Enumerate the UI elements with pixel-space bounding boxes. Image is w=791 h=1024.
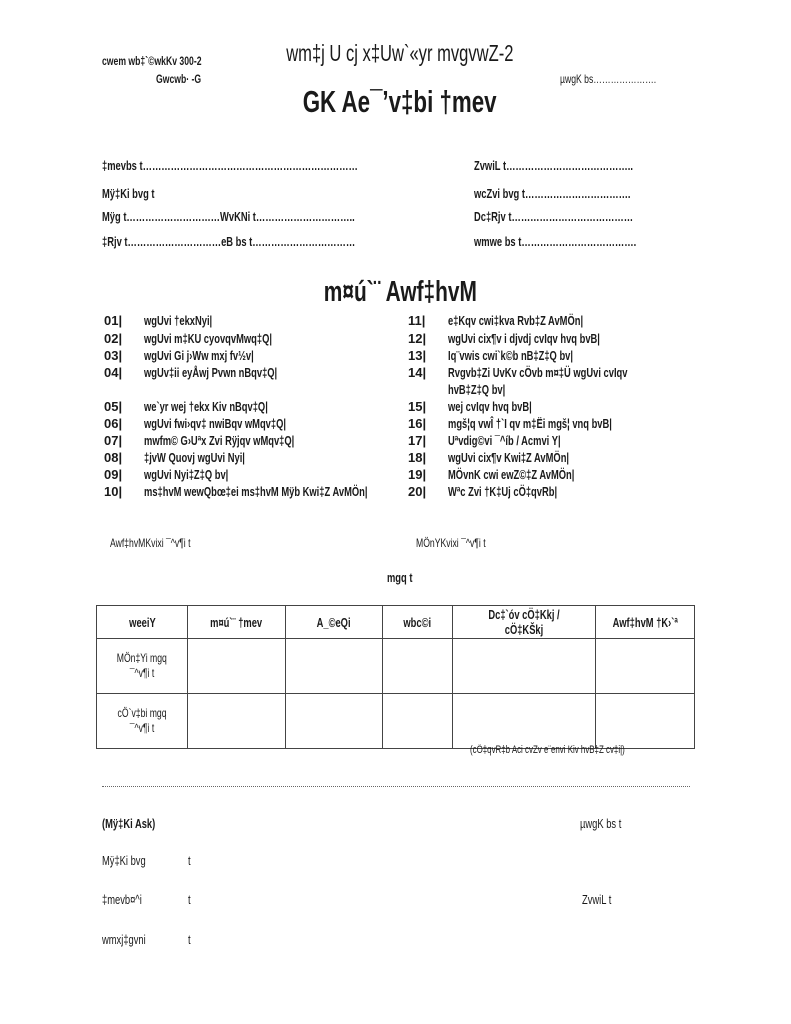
district-book-field: ‡Rjv t…………………………eB bs t……………………………	[102, 234, 356, 249]
table-header-cell: weeiY	[97, 606, 188, 639]
service-number-colon: t	[188, 892, 191, 907]
receiver-signature-line: MÖnYKvixi ¯^v¶i t	[416, 536, 486, 550]
receive-time-label: MÖn‡Yi mgq ¯^v¶i t	[97, 639, 188, 694]
village-postoffice-field: Mÿg t…………………………WvKNi t…………………………..	[102, 209, 355, 224]
table-note: (cÖ‡qvR‡b Aci cvZv e¨envi Kiv hvB‡Z cv‡i|)	[470, 744, 625, 756]
serial-number-line: µwgK bs………………….	[560, 72, 657, 86]
table-cell[interactable]	[596, 639, 695, 694]
tear-line	[102, 786, 690, 787]
delivery-time-label: cÖ`v‡bi mgq ¯^v¶i t	[97, 694, 188, 749]
table-header-cell: m¤ú`¨ †mev	[188, 606, 286, 639]
serial-number-label: µwgK bs t	[580, 816, 622, 831]
table-cell[interactable]	[383, 639, 453, 694]
table-cell[interactable]	[286, 639, 383, 694]
date-field: ZvwiL t…………………………………..	[474, 158, 633, 173]
form-sub-reference: Gwcwb· -G	[156, 72, 202, 86]
complainant-signature-line: Awf‡hvMKvixi ¯^v¶i t	[110, 536, 191, 550]
service-number-field: ‡mevbs t……………………………………………………………	[102, 158, 358, 173]
service-record-table	[96, 605, 695, 749]
service-number-label: ‡mevb¤^i	[102, 892, 142, 907]
table-cell[interactable]	[286, 694, 383, 749]
table-cell[interactable]	[383, 694, 453, 749]
lower-date-label: ZvwiL t	[582, 892, 612, 907]
table-cell[interactable]	[453, 639, 596, 694]
table-cell[interactable]	[596, 694, 695, 749]
table-row	[97, 694, 695, 749]
table-cell[interactable]	[453, 694, 596, 749]
office-name: wm‡j U cj x‡Uw`«yr mvgvwZ-2	[286, 40, 514, 66]
table-header-cell: A_©eQi	[286, 606, 383, 639]
table-cell[interactable]	[188, 639, 286, 694]
table-header-cell: Awf‡hvM †K›`ª	[596, 606, 695, 639]
father-name-field: wcZvi bvg t…………………………….	[474, 186, 631, 201]
customer-part-label: (Mÿ‡Ki Ask)	[102, 816, 156, 831]
customer-name-colon: t	[188, 853, 191, 868]
complaint-section-title: m¤ú`¨ Awf‡hvM	[323, 276, 477, 308]
table-header-cell: wbc©i	[383, 606, 453, 639]
table-row	[97, 639, 695, 694]
form-reference: cwem wb‡`©wkKv 300-2	[102, 54, 202, 68]
seal-signature-label: wmxj‡gvni	[102, 932, 146, 947]
table-header-row	[97, 606, 695, 639]
sim-number-field: wmwe bs t……………………………….	[474, 234, 637, 249]
upazila-field: Dc‡Rjv t…………………………………	[474, 209, 634, 224]
customer-name-label: Mÿ‡Ki bvg	[102, 853, 146, 868]
customer-name-field: Mÿ‡Ki bvg t	[102, 186, 155, 201]
form-title: GK Ae¯’v‡bi †mev	[303, 84, 497, 119]
time-caption: mgq t	[387, 570, 413, 585]
table-cell[interactable]	[188, 694, 286, 749]
table-header-cell: Dc‡`óv cÖ‡Kkj / cÖ‡KŠkj	[453, 606, 596, 639]
seal-signature-colon: t	[188, 932, 191, 947]
